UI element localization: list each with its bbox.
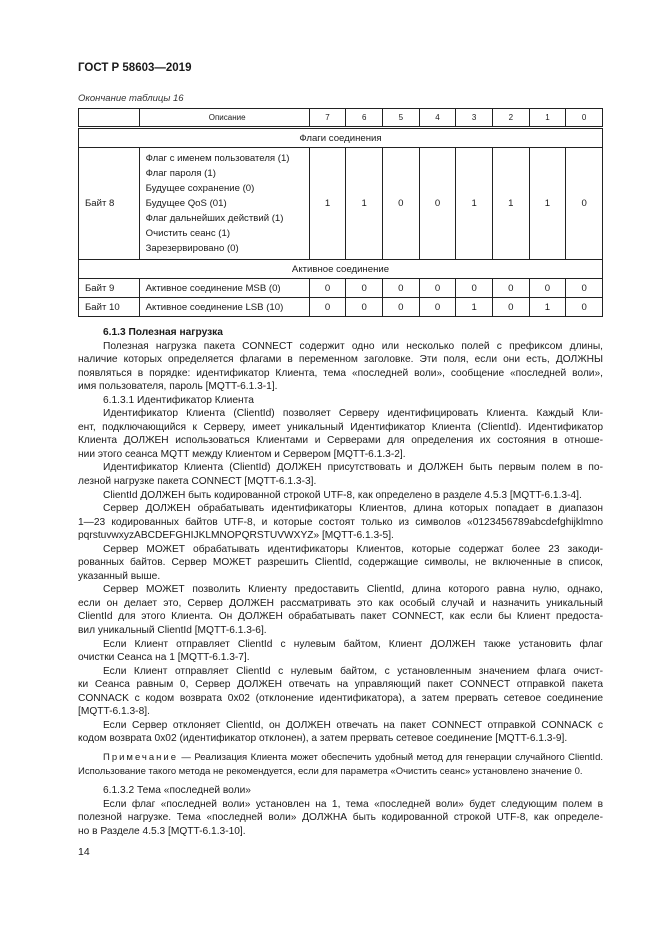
document-header: ГОСТ Р 58603—2019 [78, 62, 192, 74]
paragraph [78, 719, 603, 746]
line-text: если он делает это, Сервер ДОЛЖЕН рассматривать это как особый случай и назначить уникальный [78, 597, 603, 609]
text-line [78, 811, 603, 825]
paragraph [78, 784, 603, 798]
byte-label: Байт 8 [79, 148, 140, 260]
table-header-row [79, 109, 603, 128]
section-heading [78, 326, 603, 340]
line-text: ент, подключающийся к Серверу, имеет уникальный Идентификатор Клиента (ClientId). Идентификатор [78, 421, 603, 433]
bit-cell: 0 [419, 148, 456, 260]
line-text: ClientId ДОЛЖЕН быть кодированной строкой UTF-8, как определено в разделе 4.5.3 [MQTT-6.1.3-4]. [103, 489, 582, 501]
header-cell: 0 [566, 109, 603, 128]
line-text: полезной нагрузке. Тема «последней воли» ДОЛЖНА быть кодированной строкой UTF-8, как определе- [78, 812, 603, 824]
line-text: очистки Сеанса на 1 [MQTT-6.1.3-7]. [78, 652, 250, 664]
line-text: Если Клиент отправляет ClientId с нулевым байтом, с установленным значением флага очист- [103, 665, 603, 677]
bit-cell: 1 [309, 148, 346, 260]
text-line [78, 340, 603, 354]
section-title: Активное соединение [79, 260, 603, 279]
flag-item: Флаг с именем пользователя (1) [145, 153, 290, 164]
text-line [78, 651, 603, 665]
line-text: ClientId для этого Клиента. Он ДОЛЖЕН обрабатывать пакет CONNECT, как если бы Клиент предоста- [78, 611, 603, 623]
paragraph [78, 798, 603, 839]
bit-cell: 0 [566, 298, 603, 317]
text-line [78, 610, 603, 624]
header-cell: 2 [492, 109, 529, 128]
text-line [78, 751, 603, 765]
line-text: Если флаг «последней воли» установлен на 1, тема «последней воли» будет следующим полем в [103, 798, 603, 810]
paragraph [78, 407, 603, 461]
line-text: лезной нагрузке пакета CONNECT [MQTT-6.1.3-3]. [78, 476, 317, 488]
flag-item: Флаг пароля (1) [145, 168, 216, 179]
header-cell: 1 [529, 109, 566, 128]
text-line [78, 353, 603, 367]
connect-flags-table [78, 108, 603, 317]
text-line [78, 798, 603, 812]
bit-cell: 0 [346, 279, 383, 298]
bit-cell: 1 [456, 148, 493, 260]
bit-cell: 0 [419, 298, 456, 317]
paragraph [78, 665, 603, 719]
text-line [78, 624, 603, 638]
header-cell: 4 [419, 109, 456, 128]
line-text: Если Клиент отправляет ClientId с нулевым байтом, Клиент ДОЛЖЕН также установить флаг [103, 638, 603, 650]
bit-cell: 0 [456, 279, 493, 298]
byte-description: Активное соединение MSB (0) [139, 279, 309, 298]
text-line [78, 448, 603, 462]
text-line [78, 434, 603, 448]
flag-descriptions [139, 148, 309, 260]
bit-cell: 0 [346, 298, 383, 317]
line-text: Если Сервер отклоняет ClientId, он ДОЛЖЕН отвечать на пакет CONNECT отправкой CONNACK с [103, 719, 603, 731]
flag-item: Флаг дальнейших действий (1) [145, 213, 284, 224]
line-text: наличие которых определяется флагами в переменном заголовке. Эти поля, если они есть, ДОЛЖНЫ [78, 354, 603, 366]
line-text: CONNACK с кодом возврата 0x02 (отклонение идентификатора), а затем прервать сетевое соединение [78, 692, 603, 704]
text-line [78, 421, 603, 435]
bit-cell: 1 [529, 298, 566, 317]
bit-cell: 0 [383, 148, 420, 260]
section-row [79, 260, 603, 279]
paragraph [78, 543, 603, 584]
text-line [78, 489, 603, 503]
text-line [78, 784, 603, 798]
note-label: Примечание [103, 751, 178, 763]
text-line [78, 367, 603, 381]
text-line [78, 502, 603, 516]
line-text: вил уникальный ClientId [MQTT-6.1.3-6]. [78, 625, 267, 637]
flag-item: Будущее сохранение (0) [145, 183, 255, 194]
line-text: Сервер МОЖЕТ позволить Клиенту предоставить ClientId, длина которого равна нулю, однако, [103, 584, 603, 596]
line-text: указанный выше. [78, 570, 161, 582]
line-text: но в Разделе 4.5.3 [MQTT-6.1.3-10]. [78, 825, 246, 837]
bit-cell: 0 [566, 148, 603, 260]
text-line [78, 407, 603, 421]
text-line [78, 475, 603, 489]
bit-cell: 0 [309, 279, 346, 298]
text-line [78, 825, 603, 839]
byte-description: Активное соединение LSB (10) [139, 298, 309, 317]
bit-cell: 0 [383, 279, 420, 298]
line-text: 6.1.3.2 Тема «последней воли» [103, 785, 251, 797]
bit-cell: 0 [419, 279, 456, 298]
bit-cell: 0 [492, 279, 529, 298]
document-body [78, 326, 603, 838]
paragraph [78, 502, 603, 543]
text-line [78, 556, 603, 570]
bit-cell: 1 [456, 298, 493, 317]
paragraph [78, 340, 603, 394]
paragraph [78, 394, 603, 408]
bit-cell: 0 [383, 298, 420, 317]
line-text: pqrstuvwxyzABCDEFGHIJKLMNOPQRSTUVWXYZ» [MQTT-6.1.3-5]. [78, 530, 394, 542]
byte-label: Байт 10 [79, 298, 140, 317]
bit-cell: 1 [492, 148, 529, 260]
line-text: 1—23 кодированных байтов UTF-8, и которые состоят только из символов «0123456789abcdefghijklmno [78, 516, 603, 528]
line-text: имя пользователя, пароль [MQTT-6.1.3-1]. [78, 381, 278, 393]
text-line [78, 597, 603, 611]
text-line [78, 719, 603, 733]
table-row [79, 298, 603, 317]
line-text: Полезная нагрузка пакета CONNECT содержит одно или несколько полей с префиксом длины, [103, 340, 603, 352]
flag-item: Зарезервировано (0) [145, 243, 239, 254]
flag-item: Будущее QoS (01) [145, 198, 227, 209]
text-line [78, 732, 603, 746]
header-cell: 3 [456, 109, 493, 128]
text-line [78, 638, 603, 652]
line-text: нии этого сеанса MQTT между Клиентом и Сервером [MQTT-6.1.3-2]. [78, 448, 406, 460]
line-text: появляться в порядке: идентификатор Клиента, тема «последней воли», сообщение «последней воли», [78, 367, 603, 379]
paragraph [78, 638, 603, 665]
note-paragraph [78, 751, 603, 778]
text-line [78, 394, 603, 408]
bit-cell: 0 [492, 298, 529, 317]
table-caption: Окончание таблицы 16 [78, 93, 184, 104]
line-text: — Реализация Клиента может обеспечить удобный метод для генерации случайного ClientId. [178, 751, 603, 763]
line-text: Клиента ДОЛЖЕН использоваться Клиентами и Серверами для определения их состояния в отноше- [78, 435, 603, 447]
text-line [78, 516, 603, 530]
line-text: Сервер ДОЛЖЕН обрабатывать идентификаторы Клиентов, длина которых попадает в диапазон [103, 503, 603, 515]
text-line [78, 380, 603, 394]
header-cell: Описание [139, 109, 309, 128]
text-line [78, 543, 603, 557]
text-line [78, 326, 603, 340]
line-text: 6.1.3 Полезная нагрузка [103, 327, 223, 338]
text-line [78, 765, 603, 779]
text-line [78, 461, 603, 475]
text-line [78, 705, 603, 719]
bit-cell: 1 [529, 148, 566, 260]
byte-label: Байт 9 [79, 279, 140, 298]
paragraph [78, 583, 603, 637]
line-text: кодом возврата 0x02 (идентификатор отклонен), а затем прервать сетевое соединение [MQTT-6.1.3-9]. [78, 733, 568, 745]
bit-cell: 0 [529, 279, 566, 298]
bit-cell: 0 [309, 298, 346, 317]
text-line [78, 570, 603, 584]
section-row [79, 128, 603, 148]
text-line [78, 678, 603, 692]
paragraph [78, 461, 603, 488]
line-text: Идентификатор Клиента (ClientId) позволяет Серверу идентифицировать Клиента. Каждый Кли- [103, 408, 603, 420]
line-text: 6.1.3.1 Идентификатор Клиента [103, 394, 254, 406]
text-line [78, 692, 603, 706]
line-text: [MQTT-6.1.3-8]. [78, 706, 150, 718]
header-cell: 7 [309, 109, 346, 128]
line-text: Сервер МОЖЕТ обрабатывать идентификаторы Клиентов, которые содержат более 23 закоди- [103, 543, 603, 555]
header-cell [79, 109, 140, 128]
line-text: ки Сеанса равным 0, Сервер ДОЛЖЕН отвечать на управляющий пакет CONNECT отправкой пакета [78, 679, 603, 691]
text-line [78, 665, 603, 679]
line-text: Использование такого метода не рекомендуется, если для параметра «Очистить сеанс» установлено значение 0. [78, 765, 583, 777]
bit-cell: 1 [346, 148, 383, 260]
text-line [78, 583, 603, 597]
bit-cell: 0 [566, 279, 603, 298]
table-row [79, 279, 603, 298]
header-cell: 5 [383, 109, 420, 128]
table-row [79, 148, 603, 260]
section-title: Флаги соединения [79, 128, 603, 148]
line-text: Идентификатор Клиента (ClientId) ДОЛЖЕН присутствовать и ДОЛЖЕН быть первым полем в по- [103, 462, 603, 474]
text-line [78, 529, 603, 543]
header-cell: 6 [346, 109, 383, 128]
flag-item: Очистить сеанс (1) [145, 228, 231, 239]
paragraph [78, 489, 603, 503]
page-number: 14 [78, 846, 90, 858]
line-text: рованных байтов. Сервер МОЖЕТ разрешить ClientId, содержащие символы, не включенные в список, [78, 557, 603, 569]
